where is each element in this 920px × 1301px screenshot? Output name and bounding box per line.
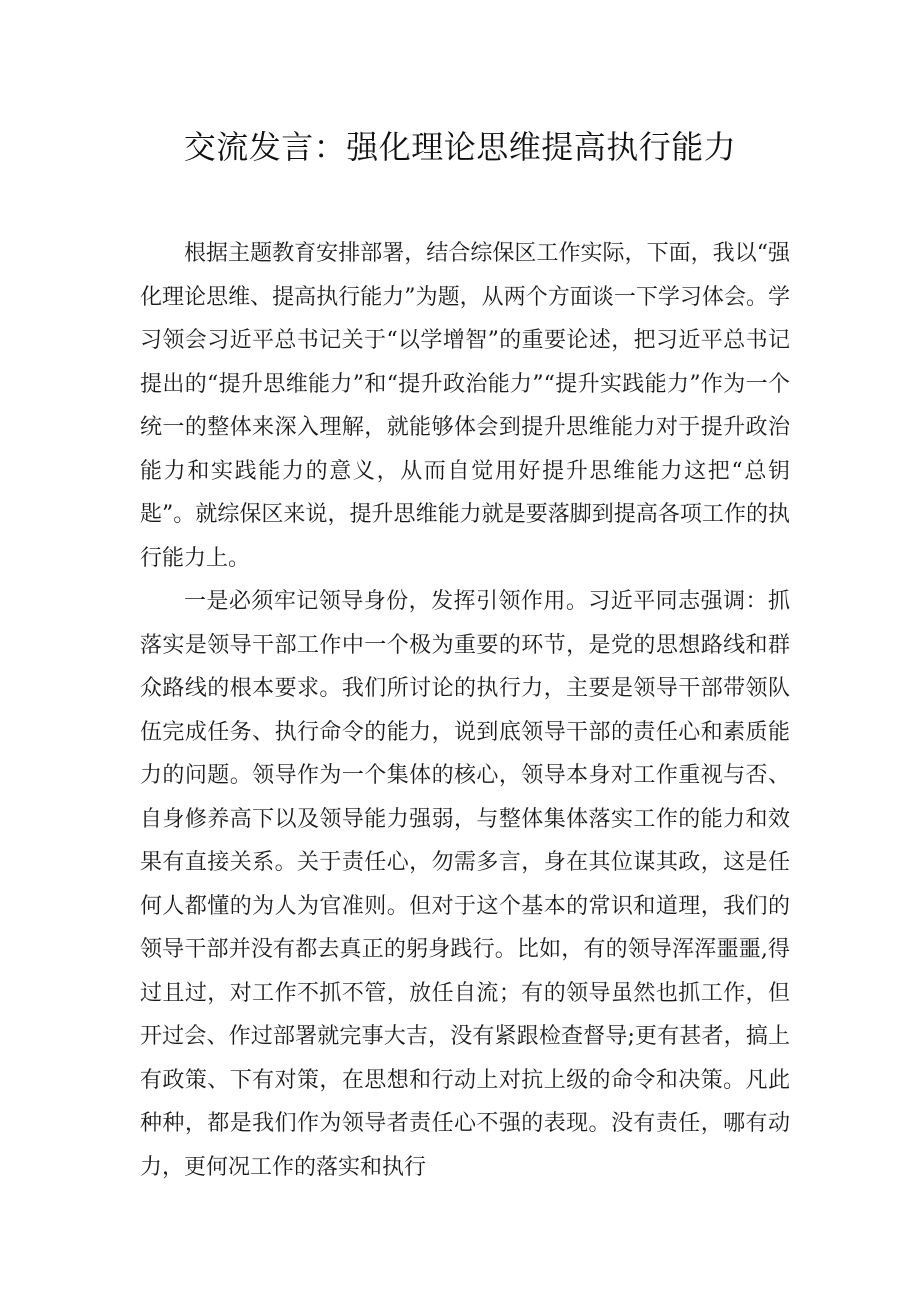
paragraph-intro: 根据主题教育安排部署，结合综保区工作实际，下面，我以“强化理论思维、提高执行能力”为题，从两个方面谈一下学习体会。学习领会习近平总书记关于“以学增智”的重要论述，把习近平总书记提出的“提升思维能力”和“提升政治能力”“提升实践能力”作为一个统一的整体来深入理解，就能够体会到提升思维能力对于提升政治能力和实践能力的意义，从而自觉用好提升思维能力这把“总钥匙”。就综保区来说，提升思维能力就是要落脚到提高各项工作的执行能力上。 [140,241,790,571]
paragraph-point-one: 一是必须牢记领导身份，发挥引领作用。习近平同志强调：抓落实是领导干部工作中一个极为重要的环节，是党的思想路线和群众路线的根本要求。我们所讨论的执行力，主要是领导干部带领队伍完成任务、执行命令的能力，说到底领导干部的责任心和素质能力的问题。领导作为一个集体的核心，领导本身对工作重视与否、自身修养高下以及领导能力强弱，与整体集体落实工作的能力和效果有直接关系。关于责任心，勿需多言，身在其位谋其政，这是任何人都懂的为人为官准则。但对于这个基本的常识和道理，我们的领导干部并没有都去真正的躬身践行。比如，有的领导浑浑噩噩,得过且过，对工作不抓不管，放任自流；有的领导虽然也抓工作，但开过会、作过部署就完事大吉，没有紧跟检查督导;更有甚者，搞上有政策、下有对策，在思想和行动上对抗上级的命令和决策。凡此种种，都是我们作为领导者责任心不强的表现。没有责任，哪有动力，更何况工作的落实和执行 [140,589,790,1180]
document-body [140,232,790,1189]
document-title: 交流发言：强化理论思维提高执行能力 [183,128,737,166]
